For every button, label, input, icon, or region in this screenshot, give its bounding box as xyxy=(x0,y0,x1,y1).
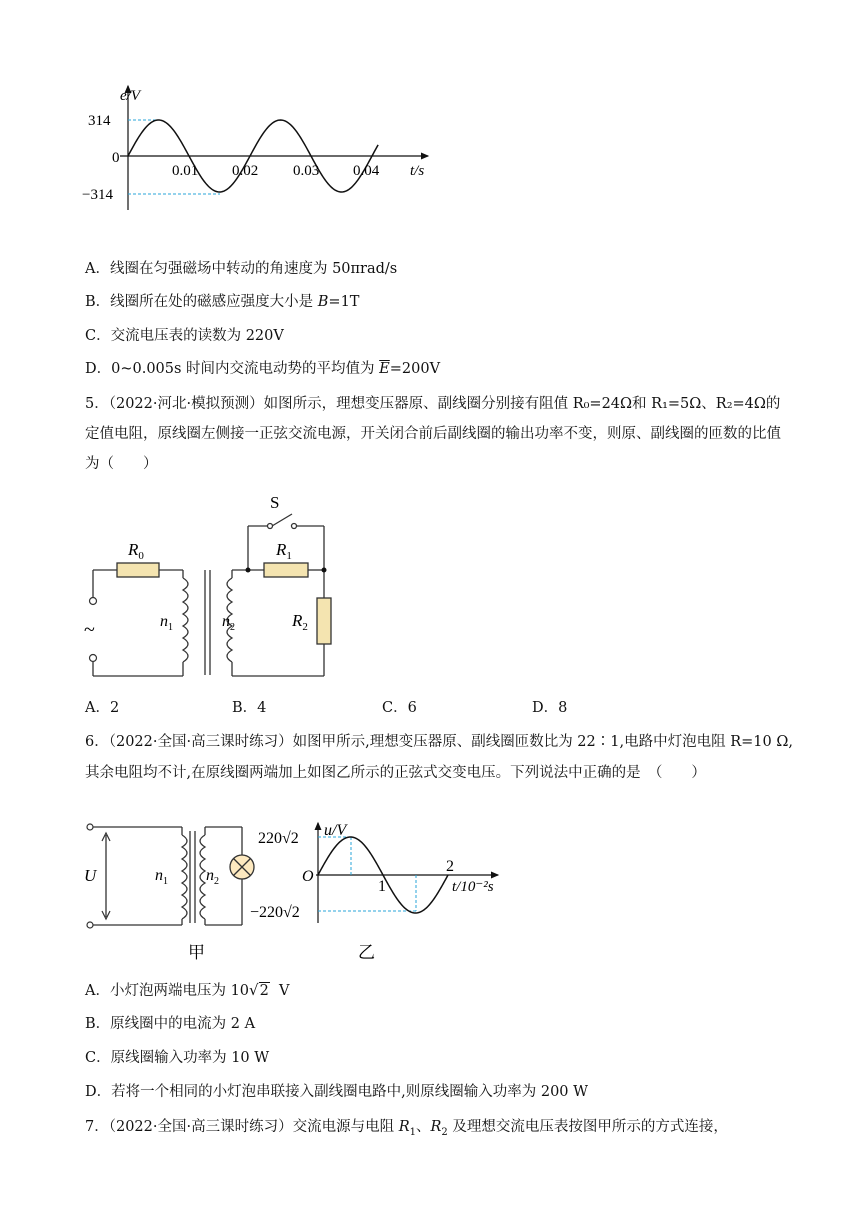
label-n2: $n_2$ xyxy=(206,867,219,887)
r0-resistor xyxy=(117,563,159,577)
q6-option-a-radicand: 2 xyxy=(259,983,269,999)
terminal-bottom xyxy=(87,922,93,928)
label-n2: $n_2$ xyxy=(222,613,235,633)
q7-stem xyxy=(85,1116,728,1144)
y-tick-min: −220√2 xyxy=(250,904,300,921)
q6-option-a xyxy=(85,979,290,1002)
label-n1: $n_1$ xyxy=(155,867,168,887)
x-axis-label: t/s xyxy=(410,163,425,179)
label-r2: $R_2$ xyxy=(292,611,308,633)
q4-option-d-value: =200V xyxy=(389,361,441,377)
y-tick-zero: 0 xyxy=(112,150,120,166)
label-n1: $n_1$ xyxy=(160,613,173,633)
q6-stem-line2: 其余电阻均不计,在原线圈两端加上如图乙所示的正弦式交变电压。下列说法中正确的是 （ ） xyxy=(85,765,706,781)
x-axis-label: t/10⁻²s xyxy=(452,879,494,895)
q5-option-d: D．8 xyxy=(532,700,568,716)
r1-resistor xyxy=(264,563,308,577)
q7-r1-sub: 1 xyxy=(409,1126,416,1138)
q4-option-b-value: =1T xyxy=(328,294,360,310)
q5-option-c: C．6 xyxy=(382,700,417,716)
r2-resistor xyxy=(317,598,331,644)
q7-stem-tail: 及理想交流电压表按图甲所示的方式连接， xyxy=(447,1119,728,1135)
q7-r2-sub: 2 xyxy=(441,1126,448,1138)
q6-primary-coil xyxy=(182,835,187,919)
switch-s xyxy=(272,514,292,526)
x-tick-0.02: 0.02 xyxy=(232,163,259,179)
x-tick-1: 1 xyxy=(378,878,386,895)
y-tick-min: −314 xyxy=(82,187,113,203)
q5-stem xyxy=(85,389,785,479)
y-tick-max: 314 xyxy=(88,113,111,129)
terminal-top xyxy=(90,598,97,605)
q6-stem-line1: 6．（2022·全国·高三课时练习）如图甲所示,理想变压器原、副线圈匝数比为 22∶1,电路中灯泡电阻 R=10 Ω, xyxy=(85,734,793,750)
q4-option-a: A．线圈在匀强磁场中转动的角速度为 50πrad/s xyxy=(85,261,398,277)
label-s: S xyxy=(270,493,280,512)
primary-coil xyxy=(183,578,188,662)
q4-option-d-text: D．0~0.005s 时间内交流电动势的平均值为 xyxy=(85,361,380,377)
q6-secondary-coil xyxy=(200,835,205,919)
x-tick-0.03: 0.03 xyxy=(293,163,320,179)
terminal-bottom xyxy=(90,655,97,662)
label-r0: $R_0$ xyxy=(128,540,144,562)
q5-stem-rest: 定值电阻，原线圈左侧接一正弦交流电源，开关闭合前后副线圈的输出功率不变，则原、副线圈的匝数的比值为（ ） xyxy=(85,426,781,472)
y-axis-label: u/V xyxy=(324,822,347,839)
q6-fig-yi xyxy=(248,815,508,965)
q4-option-b-var: B xyxy=(317,294,329,310)
q7-r2: R xyxy=(430,1119,442,1135)
q6-option-a-unit: V xyxy=(279,983,290,999)
x-tick-2: 2 xyxy=(446,858,454,875)
q5-option-a: A．2 xyxy=(85,700,120,716)
x-tick-0.01: 0.01 xyxy=(172,163,199,179)
q4-option-d xyxy=(85,358,440,380)
q7-r1: R xyxy=(398,1119,410,1135)
label-yi: 乙 xyxy=(358,943,375,962)
label-r1: $R_1$ xyxy=(276,540,292,562)
q4-option-b xyxy=(85,291,359,313)
q5-transformer-circuit xyxy=(80,490,350,690)
sqrt-sign-icon: √ xyxy=(249,981,259,999)
y-tick-origin: O xyxy=(302,868,314,885)
terminal-top xyxy=(87,824,93,830)
y-tick-max: 220√2 xyxy=(258,830,299,847)
q5-stem-resistors: R₀=24Ω和 R₁=5Ω、R₂=4Ω的 xyxy=(572,396,781,412)
junction-right xyxy=(322,568,327,573)
x-tick-0.04: 0.04 xyxy=(353,163,380,179)
q5-stem-head: 5．（2022·河北·模拟预测）如图所示，理想变压器原、副线圈分别接有阻值 xyxy=(85,396,573,412)
q4-option-d-var: $\overline{E}$ xyxy=(379,361,390,377)
q4-option-b-text: B．线圈所在处的磁感应强度大小是 xyxy=(85,294,318,310)
q5-options xyxy=(85,697,685,719)
q6-option-d: D．若将一个相同的小灯泡串联接入副线圈电路中,则原线圈输入功率为 200 W xyxy=(85,1084,589,1100)
label-ac-source: ~ xyxy=(84,619,95,641)
q5-option-b: B．4 xyxy=(232,700,267,716)
label-jia: 甲 xyxy=(188,943,205,962)
q6-option-c: C．原线圈输入功率为 10 W xyxy=(85,1050,270,1066)
q7-sep: 、 xyxy=(416,1119,431,1135)
emf-time-graph xyxy=(80,80,440,220)
junction-left xyxy=(246,568,251,573)
q4-option-c: C．交流电压表的读数为 220V xyxy=(85,328,284,344)
label-u: U xyxy=(84,866,97,885)
q6-option-a-text: A．小灯泡两端电压为 10 xyxy=(85,983,250,999)
q7-stem-head: 7．（2022·全国·高三课时练习）交流电源与电阻 xyxy=(85,1119,399,1135)
q6-option-b: B．原线圈中的电流为 2 A xyxy=(85,1016,256,1032)
y-axis-label: e/V xyxy=(120,88,140,104)
